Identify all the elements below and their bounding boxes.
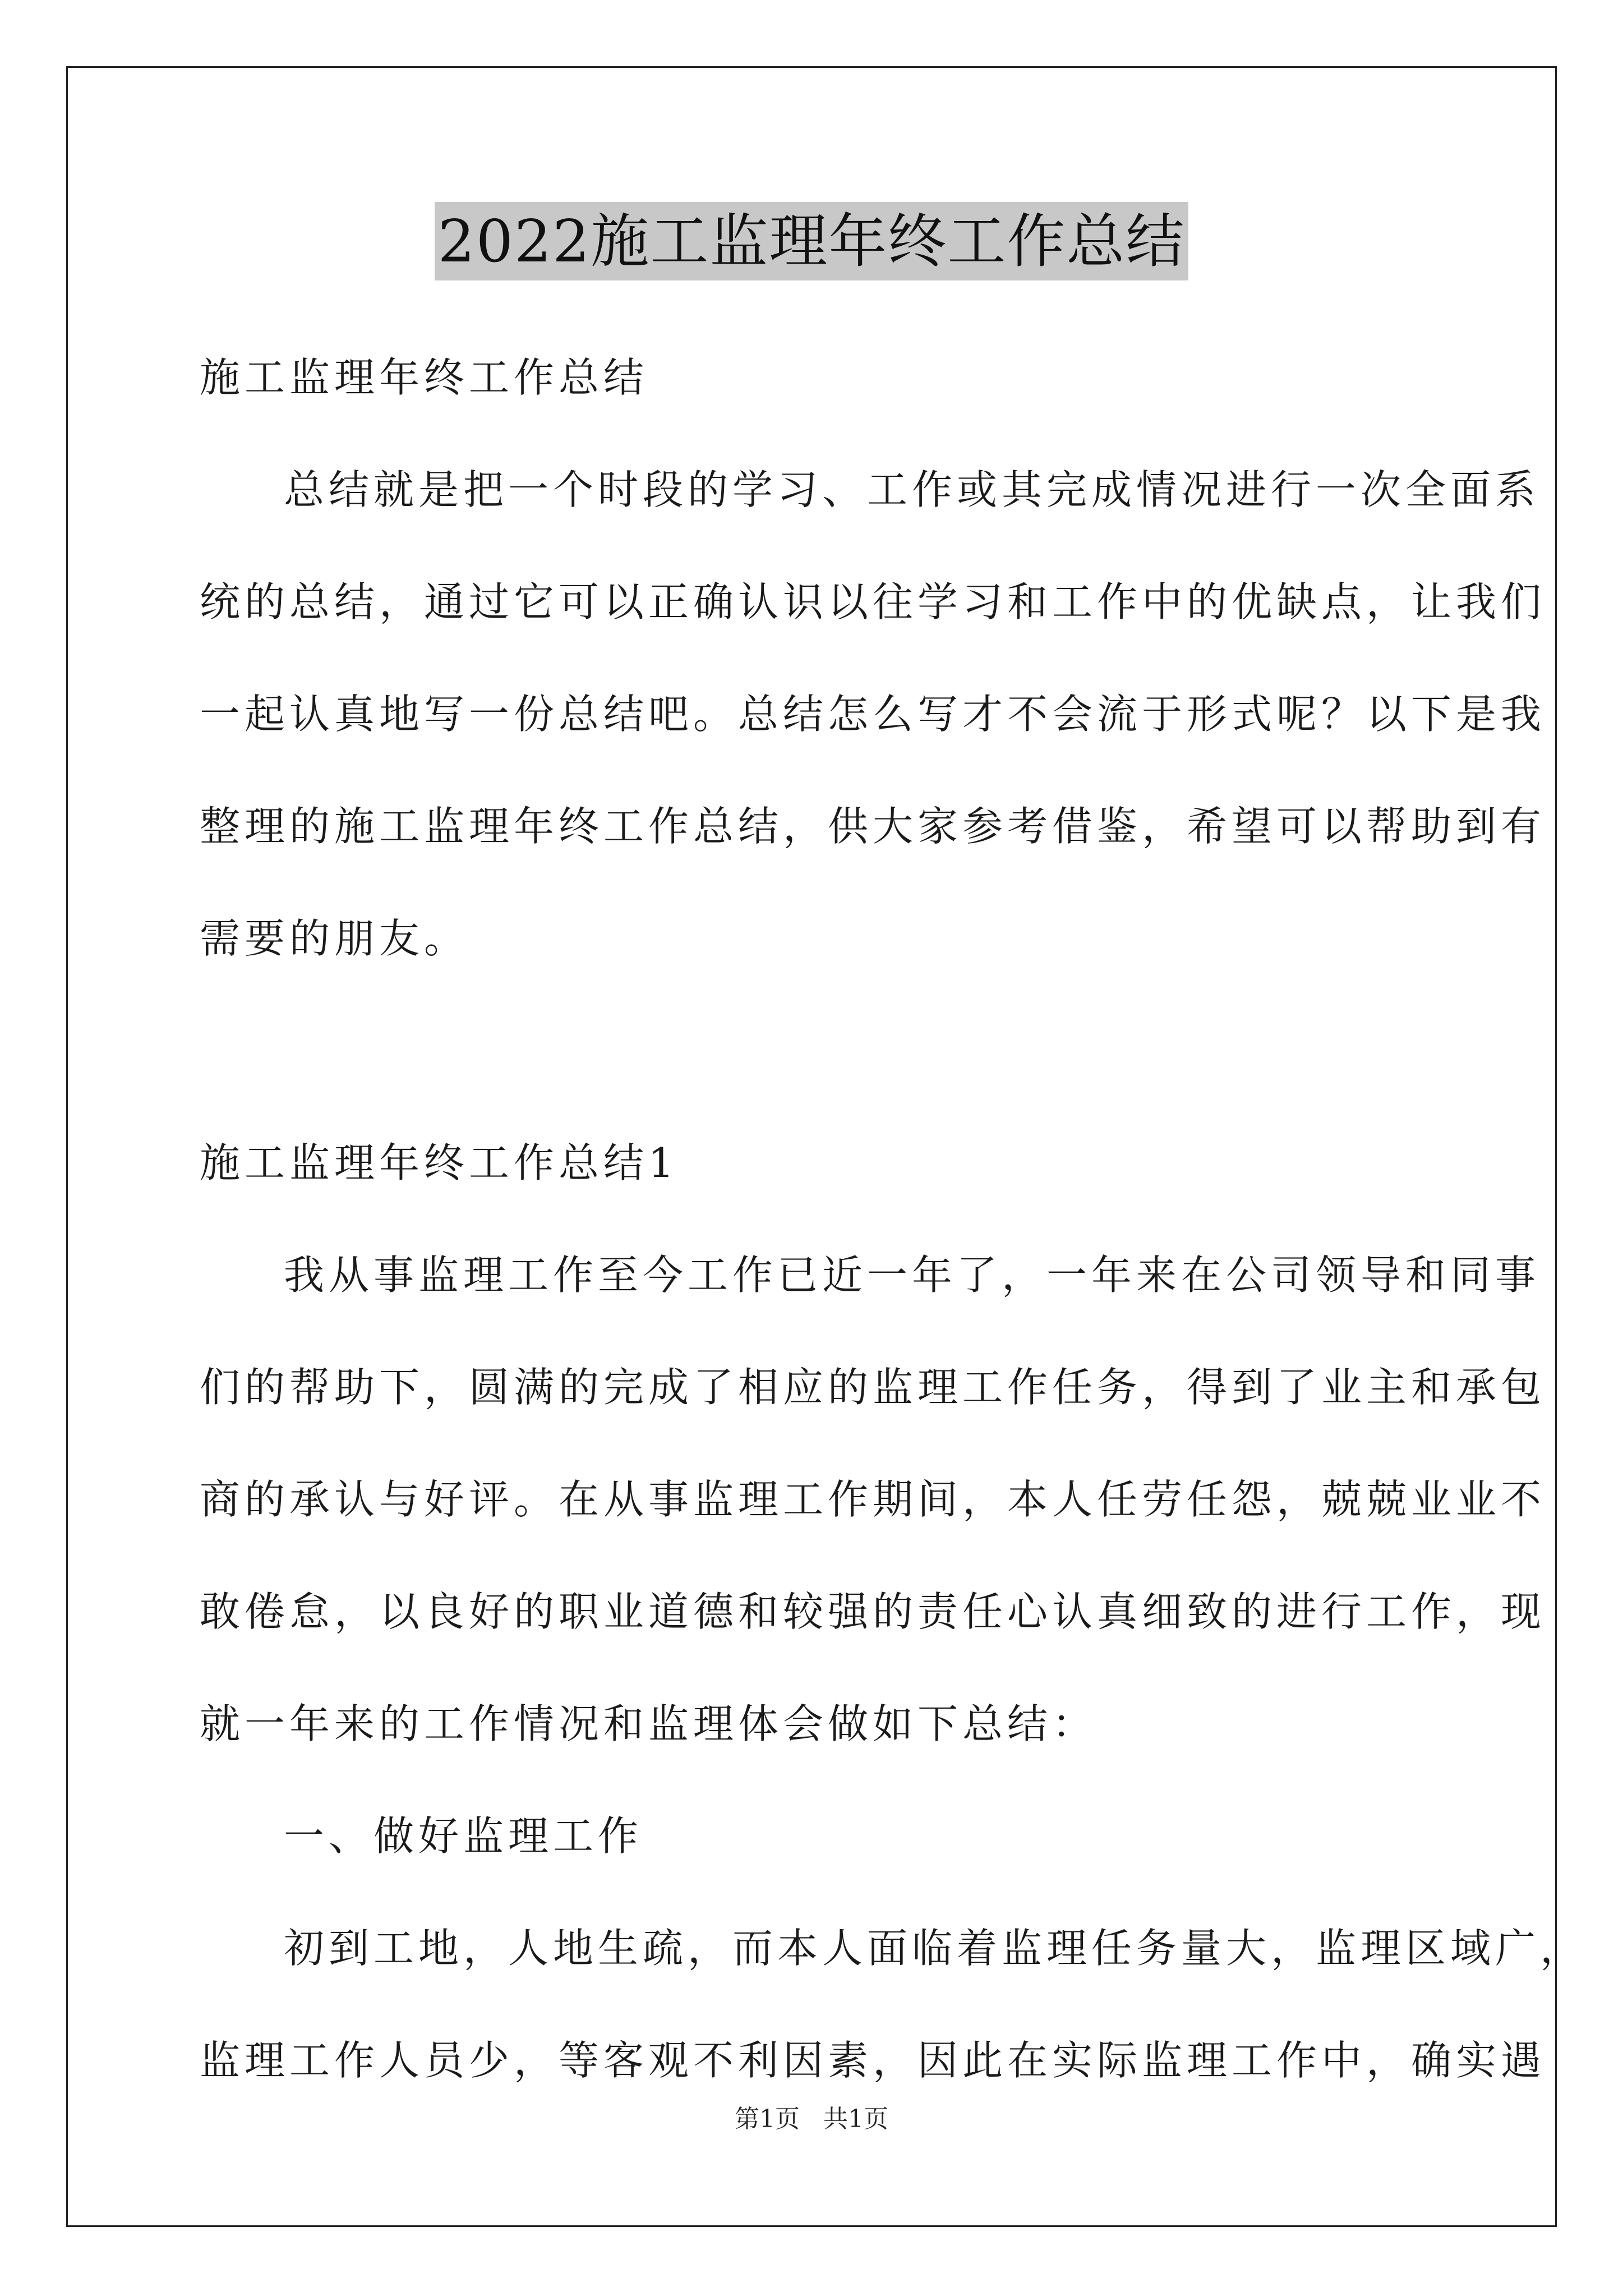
intro-line: 统的总结，通过它可以正确认识以往学习和工作中的优缺点，让我们 <box>200 578 1546 625</box>
subheading: 一、做好监理工作 <box>284 1812 643 1860</box>
page-number-total: 共1页 <box>823 2105 888 2133</box>
section-heading: 施工监理年终工作总结1 <box>200 1139 679 1186</box>
title-container <box>0 202 1623 280</box>
section-line: 我从事监理工作至今工作已近一年了，一年来在公司领导和同事 <box>284 1251 1541 1299</box>
sub-line: 监理工作人员少，等客观不利因素，因此在实际监理工作中，确实遇 <box>200 2037 1546 2084</box>
intro-line: 整理的施工监理年终工作总结，供大家参考借鉴，希望可以帮助到有 <box>200 803 1546 850</box>
intro-line: 一起认真地写一份总结吧。总结怎么写才不会流于形式呢？以下是我 <box>200 691 1546 738</box>
section-line: 就一年来的工作情况和监理体会做如下总结： <box>200 1700 1098 1747</box>
intro-line: 需要的朋友。 <box>200 915 469 962</box>
section-line: 敢倦怠，以良好的职业道德和较强的责任心认真细致的进行工作，现 <box>200 1588 1546 1635</box>
page-footer <box>0 2102 1623 2136</box>
sub-line: 初到工地，人地生疏，而本人面临着监理任务量大，监理区域广， <box>284 1925 1585 1972</box>
document-title: 2022施工监理年终工作总结 <box>435 202 1189 280</box>
intro-line: 总结就是把一个时段的学习、工作或其完成情况进行一次全面系 <box>284 466 1541 513</box>
page-number-current: 第1页 <box>735 2105 800 2133</box>
section-line: 商的承认与好评。在从事监理工作期间，本人任劳任怨，兢兢业业不 <box>200 1476 1546 1523</box>
document-subtitle: 施工监理年终工作总结 <box>200 354 649 401</box>
section-line: 们的帮助下，圆满的完成了相应的监理工作任务，得到了业主和承包 <box>200 1364 1546 1411</box>
